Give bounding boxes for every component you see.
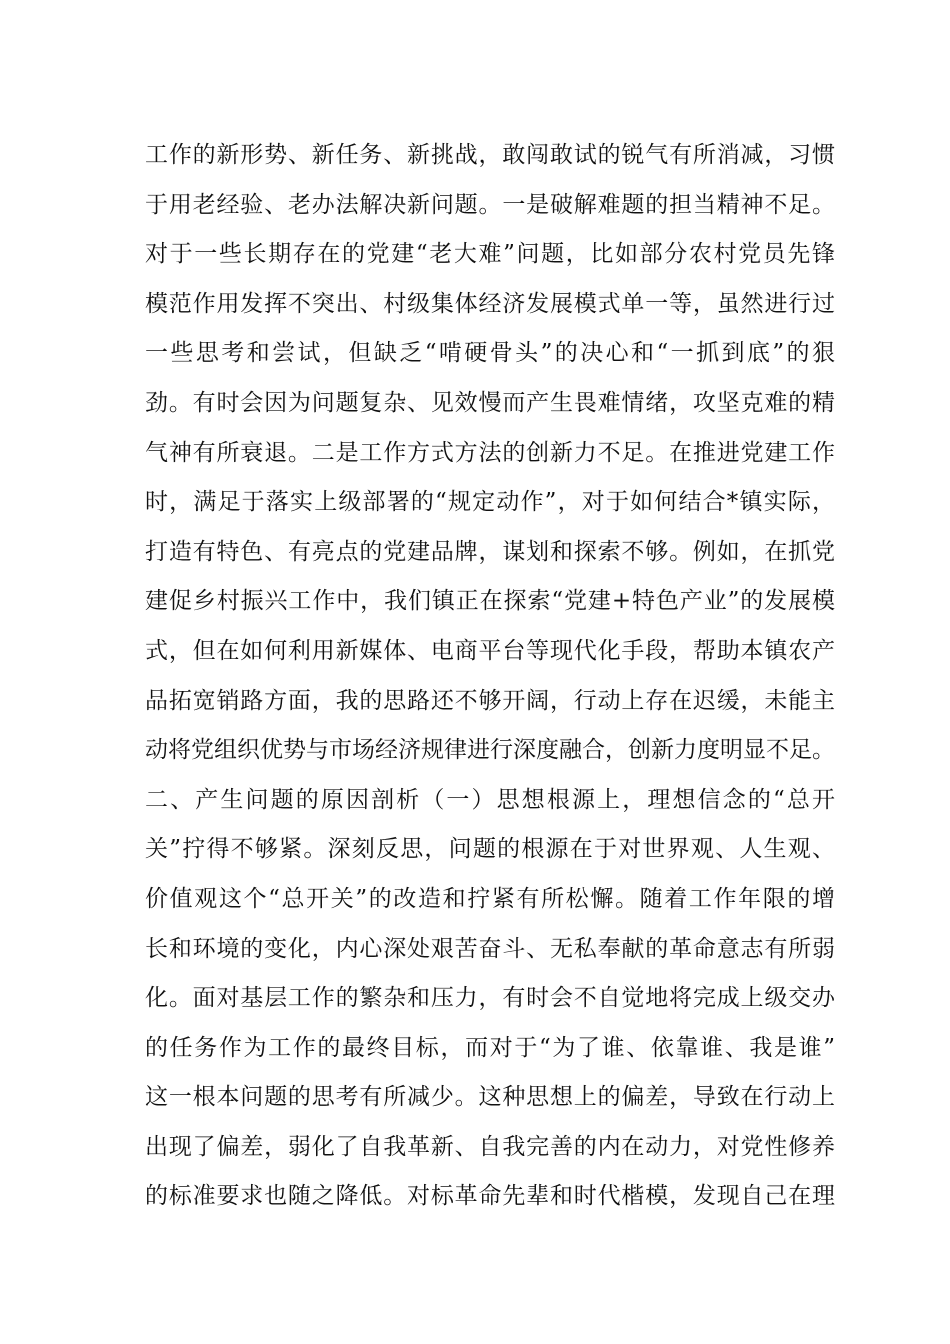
- text-line: 劲。有时会因为问题复杂、见效慢而产生畏难情绪，攻坚克难的精: [145, 389, 835, 416]
- text-line: 的任务作为工作的最终目标，而对于“为了谁、依靠谁、我是谁”: [145, 1034, 835, 1061]
- text-line: 品拓宽销路方面，我的思路还不够开阔，行动上存在迟缓，未能主: [145, 687, 835, 714]
- text-line: 的标准要求也随之降低。对标革命先辈和时代楷模，发现自己在理: [145, 1183, 835, 1210]
- text-line: 化。面对基层工作的繁杂和压力，有时会不自觉地将完成上级交办: [145, 985, 835, 1012]
- text-line: 这一根本问题的思考有所减少。这种思想上的偏差，导致在行动上: [145, 1084, 835, 1111]
- text-line: 关”拧得不够紧。深刻反思，问题的根源在于对世界观、人生观、: [145, 836, 835, 863]
- section-heading-line: 二、产生问题的原因剖析（一）思想根源上，理想信念的“总开: [145, 786, 835, 813]
- text-line: 建促乡村振兴工作中，我们镇正在探索“党建+特色产业”的发展模: [145, 588, 835, 615]
- text-line: 于用老经验、老办法解决新问题。一是破解难题的担当精神不足。: [145, 191, 835, 218]
- text-line: 一些思考和尝试，但缺乏“啃硬骨头”的决心和“一抓到底”的狠: [145, 340, 835, 367]
- text-line: 模范作用发挥不突出、村级集体经济发展模式单一等，虽然进行过: [145, 290, 835, 317]
- body-text: [145, 131, 835, 1222]
- text-line: 价值观这个“总开关”的改造和拧紧有所松懈。随着工作年限的增: [145, 885, 835, 912]
- text-line: 对于一些长期存在的党建“老大难”问题，比如部分农村党员先锋: [145, 241, 835, 268]
- text-line: 打造有特色、有亮点的党建品牌，谋划和探索不够。例如，在抓党: [145, 538, 835, 565]
- text-line: 长和环境的变化，内心深处艰苦奋斗、无私奉献的革命意志有所弱: [145, 935, 835, 962]
- text-line: 式，但在如何利用新媒体、电商平台等现代化手段，帮助本镇农产: [145, 637, 835, 664]
- text-line: 气神有所衰退。二是工作方式方法的创新力不足。在推进党建工作: [145, 439, 835, 466]
- text-line: 动将党组织优势与市场经济规律进行深度融合，创新力度明显不足。: [145, 737, 835, 764]
- text-line: 工作的新形势、新任务、新挑战，敢闯敢试的锐气有所消减，习惯: [145, 142, 835, 168]
- text-line: 出现了偏差，弱化了自我革新、自我完善的内在动力，对党性修养: [145, 1133, 835, 1160]
- text-line: 时，满足于落实上级部署的“规定动作”，对于如何结合*镇实际，: [145, 489, 835, 516]
